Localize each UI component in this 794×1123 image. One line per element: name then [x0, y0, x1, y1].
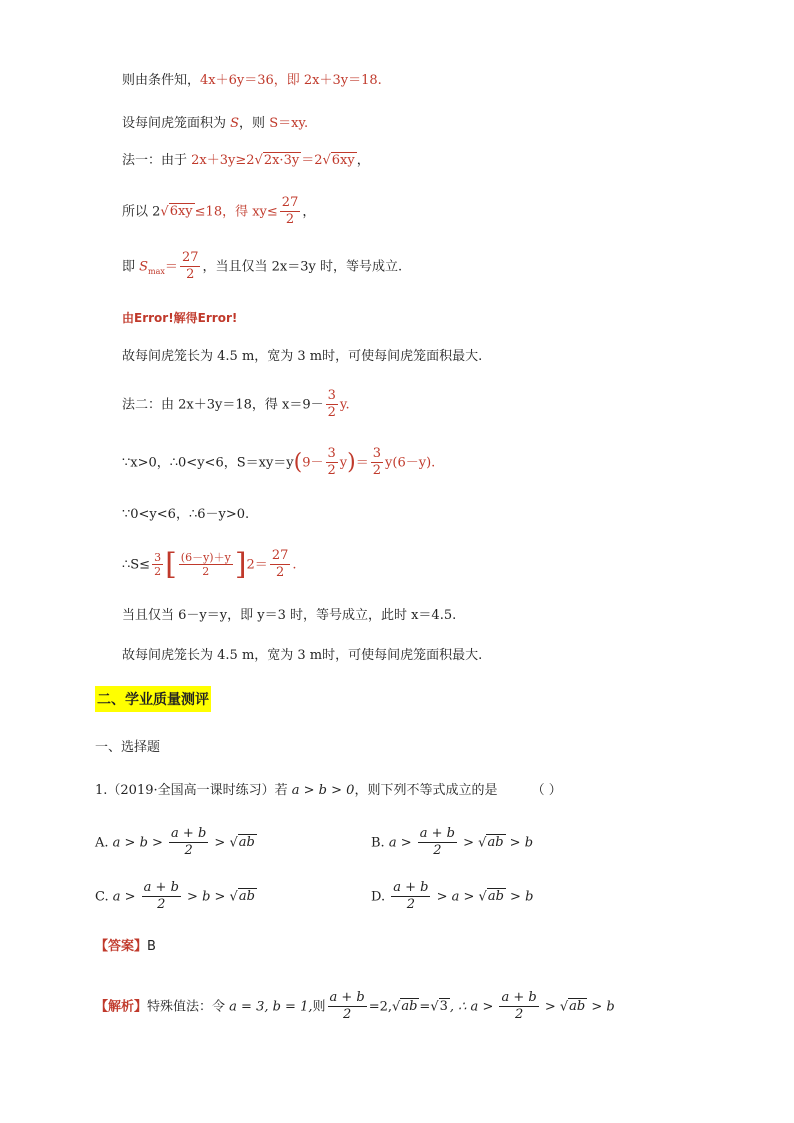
- option-a: A. a > b > $\frac{a + b}{2}$ > √ab: [95, 826, 255, 859]
- radicand: 2x·3y: [263, 153, 300, 168]
- math-text: ＝: [164, 259, 178, 275]
- math-text: S＝xy.: [269, 116, 309, 131]
- math-text: S: [139, 259, 149, 275]
- radicand: ab: [487, 889, 504, 905]
- math-text: 2x＋3y≥2: [191, 153, 255, 168]
- solution-line-8: [122, 388, 350, 422]
- radicand: 3: [439, 999, 448, 1015]
- option-label: C.: [95, 889, 113, 905]
- fraction: $\frac{3}{2}$: [154, 550, 162, 579]
- fraction: $\frac{a + b}{2}$: [143, 880, 179, 913]
- section-subtitle: 一、选择题: [95, 740, 161, 755]
- radicand: ab: [401, 999, 418, 1015]
- fraction: $\frac{a + b}{2}$: [329, 990, 365, 1023]
- solution-line-3: 法一：由于 2x＋3y≥2√2x·3y ＝2√6xy ，: [122, 153, 370, 168]
- solution-line-2: [122, 117, 308, 130]
- section-title: 二、学业质量测评: [95, 686, 211, 712]
- fraction: $\frac{(6-y)+y}{2}$: [180, 550, 231, 579]
- text: 设每间虎笼面积为: [122, 116, 231, 131]
- text: ，: [356, 153, 370, 168]
- fraction: $\frac{a + b}{2}$: [419, 826, 455, 859]
- answer-value: B: [147, 939, 156, 954]
- question-stem: [95, 784, 562, 797]
- solution-line-6: 由Error!解得Error!: [122, 311, 238, 325]
- text: ，当且仅当 2x＝3y 时，等号成立.: [202, 259, 403, 275]
- text: 特殊值法：令: [147, 999, 230, 1015]
- text: 1.（2019·全国高一课时练习）若: [95, 783, 292, 798]
- math-text: S: [230, 116, 240, 131]
- fraction: $\frac{3}{2}$: [372, 446, 382, 479]
- solution-line-7: 故每间虎笼长为 4.5 m，宽为 3 m时，可使每间虎笼面积最大.: [122, 349, 483, 364]
- option-c: C. a > $\frac{a + b}{2}$ > b > √ab: [95, 880, 255, 913]
- answer-blank: （ ）: [531, 783, 562, 798]
- answer-line: [95, 940, 156, 953]
- radicand: ab: [487, 835, 504, 851]
- text: 所以 2: [122, 204, 161, 220]
- radicand: 6xy: [331, 153, 355, 168]
- option-b: B. a > $\frac{a + b}{2}$ > √ab > b: [371, 826, 534, 859]
- text: 即: [122, 259, 140, 275]
- subscript: max: [148, 266, 165, 276]
- radicand: ab: [238, 889, 255, 905]
- text: ，则下列不等式成立的是: [354, 783, 498, 798]
- solution-line-10: ∵0<y<6，∴6－y>0.: [122, 507, 250, 522]
- solution-line-9: ∵x>0，∴0<y<6，S＝xy＝y(9－ $\frac{3}{2}$ y)＝ $\frac{3}{2}$ y(6－y).: [122, 446, 436, 479]
- text: ，则: [239, 116, 270, 131]
- option-d: D. $\frac{a + b}{2}$ > a > √ab > b: [371, 880, 534, 913]
- text: 法一：由于: [122, 153, 192, 168]
- text: ，: [302, 204, 316, 220]
- fraction: $\frac{a + b}{2}$: [393, 880, 429, 913]
- text: 则由条件知，: [122, 73, 201, 88]
- math-text: ≤18，得 xy≤: [194, 204, 278, 220]
- math-text: a > b > 0: [291, 783, 355, 798]
- math-text: 4x＋6y＝36，即 2x＋3y＝18.: [200, 73, 382, 88]
- radicand: ab: [238, 835, 255, 851]
- explanation-tag: 【解析】: [95, 999, 148, 1015]
- option-label: A.: [95, 835, 113, 851]
- radicand: ab: [569, 999, 586, 1015]
- fraction: $\frac{27}{2}$: [271, 548, 289, 581]
- option-label: B.: [371, 835, 389, 851]
- fraction: $\frac{a + b}{2}$: [501, 990, 537, 1023]
- fraction: $\frac{27}{2}$: [281, 195, 299, 228]
- fraction: $\frac{27}{2}$: [181, 250, 199, 283]
- solution-line-1: [122, 74, 382, 87]
- math-text: ∴S≤: [122, 557, 151, 573]
- solution-line-13: 故每间虎笼长为 4.5 m，宽为 3 m时，可使每间虎笼面积最大.: [122, 648, 483, 663]
- math-text: ＝2: [301, 153, 323, 168]
- solution-line-4: 所以 2√6xy ≤18，得 xy≤ $\frac{27}{2}$ ，: [122, 195, 316, 228]
- radicand: 6xy: [169, 204, 193, 220]
- solution-line-11: ∴S≤ $\frac{3}{2}$ [ $\frac{(6-y)+y}{2}$ ]2＝ $\frac{27}{2}$ .: [122, 546, 297, 582]
- solution-line-5: [122, 250, 402, 284]
- fraction: $\frac{3}{2}$: [327, 388, 336, 421]
- fraction: $\frac{3}{2}$: [327, 446, 336, 479]
- math-text: ∵x>0，∴0<y<6，S＝xy＝y: [122, 455, 294, 471]
- answer-tag: 【答案】: [95, 939, 148, 954]
- solution-line-12: 当且仅当 6－y＝y，即 y＝3 时，等号成立，此时 x＝4.5.: [122, 608, 457, 623]
- fraction: $\frac{a + b}{2}$: [171, 826, 207, 859]
- math-text: 法二：由 2x＋3y＝18，得 x＝9－: [122, 397, 324, 413]
- option-label: D.: [371, 889, 390, 905]
- explanation-line: 【解析】特殊值法：令 a = 3, b = 1,则 $\frac{a + b}{2}$ =2,√ab =√3 , ∴ a > $\frac{a + b}{2}$ > √ab > b: [95, 990, 615, 1023]
- math-text: y.: [339, 397, 350, 413]
